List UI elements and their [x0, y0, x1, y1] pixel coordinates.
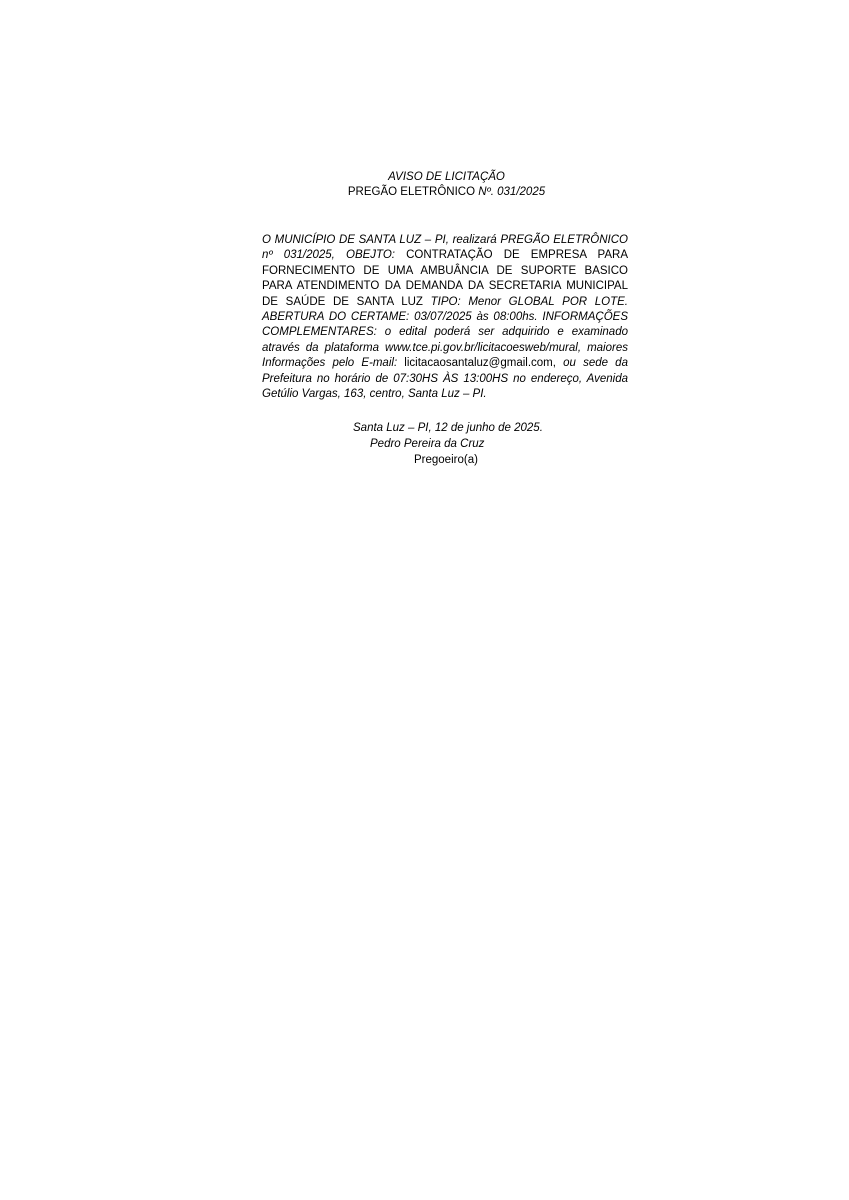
signature-place-date: Santa Luz – PI, 12 de junho de 2025.	[353, 422, 543, 434]
body-object: CONTRATAÇÃO DE EMPRESA PARA FORNECIMENTO DE UMA AMBUÂNCIA DE SUPORTE BASICO PARA ATENDIMENTO DA DEMANDA DA SECRETARIA MUNICIPAL DE SAÚDE DE SANTA LUZ	[262, 249, 628, 308]
notice-title: AVISO DE LICITAÇÃO	[388, 171, 505, 183]
notice-subtitle	[0, 185, 849, 200]
body-intro: O MUNICÍPIO DE SANTA LUZ – PI, realizará PREGÃO ELETRÔNICO nº 031/2025, OBEJTO:	[262, 234, 628, 262]
body-details: TIPO: Menor GLOBAL POR LOTE. ABERTURA DO CERTAME: 03/07/2025 às 08:00hs. INFORMAÇÕES COMPLEMENTARES: o edital poderá ser adquirido e examinado através da plataforma www.tce.pi.gov.br/licitacoesweb/mural, maiores Informações pelo E-mail:	[262, 295, 628, 370]
notice-body	[262, 233, 628, 402]
body-address: ou sede da Prefeitura no horário de 07:30HS ÀS 13:00HS no endereço, Avenida Getúlio Vargas, 163, centro, Santa Luz – PI.	[262, 357, 628, 401]
notice-subtitle-number: Nº. 031/2025	[478, 186, 546, 198]
body-email: licitacaosantaluz@gmail.com,	[397, 357, 564, 370]
signature-role: Pregoeiro(a)	[414, 454, 478, 466]
notice-subtitle-prefix: PREGÃO ELETRÔNICO	[347, 186, 476, 198]
signature-name: Pedro Pereira da Cruz	[370, 438, 485, 450]
